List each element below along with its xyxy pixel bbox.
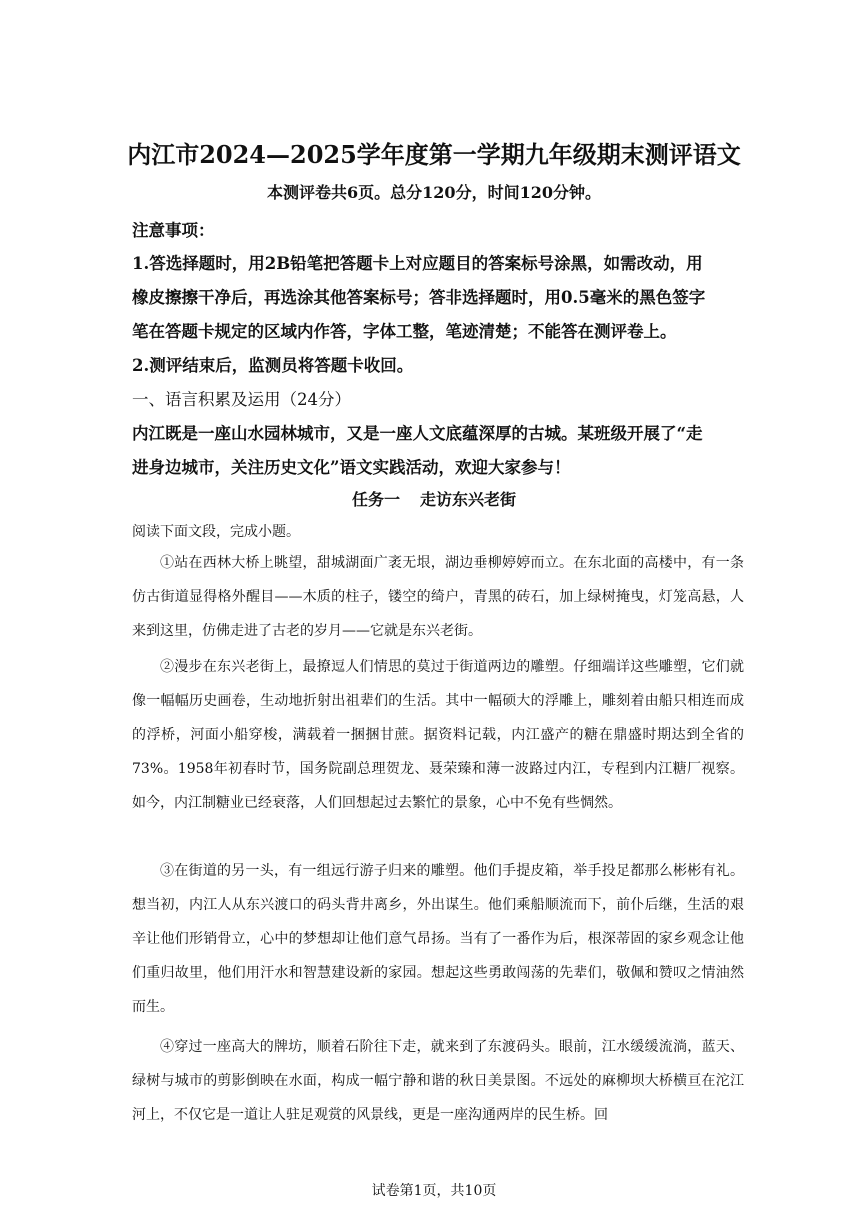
task-1-instruction: 阅读下面文段，完成小题。 bbox=[132, 524, 300, 540]
section-1-intro-line-1: 内江既是一座山水园林城市，又是一座人文底蕴深厚的古城。某班级开展了“走 bbox=[132, 424, 703, 443]
passage-paragraph-1: ①站在西林大桥上眺望，甜城湖面广袤无垠，湖边垂柳婷婷而立。在东北面的高楼中，有一条仿古街道显得格外醒目——木质的柱子，镂空的绮户，青黑的砖石，加上绿树掩曳，灯笼高悬，人来到这里，仿佛走进了古老的岁月——它就是东兴老街。 bbox=[132, 555, 744, 639]
notice-item-1-line-2: 橡皮擦擦干净后，再选涂其他答案标号；答非选择题时，用0.5毫米的黑色签字 bbox=[132, 288, 706, 307]
task-1-heading bbox=[0, 487, 868, 510]
passage-paragraph-3: ③在街道的另一头，有一组远行游子归来的雕塑。他们手提皮箱，举手投足都那么彬彬有礼。想当初，内江人从东兴渡口的码头背井离乡，外出谋生。他们乘船顺流而下，前仆后继，生活的艰辛让他们形销骨立，心中的梦想却让他们意气昂扬。当有了一番作为后，根深蒂固的家乡观念让他们重归故里，他们用汗水和智慧建设新的家园。想起这些勇敢闯荡的先辈们，敬佩和赞叹之情油然而生。 bbox=[132, 863, 744, 1015]
passage-paragraph-4: ④穿过一座高大的牌坊，顺着石阶往下走，就来到了东渡码头。眼前，江水缓缓流淌，蓝天、绿树与城市的剪影倒映在水面，构成一幅宁静和谐的秋日美景图。不远处的麻柳坝大桥横亘在沱江河上，不仅它是一道让人驻足观赏的风景线，更是一座沟通两岸的民生桥。回 bbox=[132, 1039, 744, 1123]
exam-subtitle: 本测评卷共6页。总分120分，时间120分钟。 bbox=[267, 183, 601, 202]
section-1-heading: 一、语言积累及运用（24分） bbox=[132, 390, 351, 409]
notice-item-1-line-3: 笔在答题卡规定的区域内作答，字体工整，笔迹清楚；不能答在测评卷上。 bbox=[132, 322, 677, 341]
section-1-intro-line-2: 进身边城市，关注历史文化”语文实践活动，欢迎大家参与！ bbox=[132, 458, 571, 477]
page-footer: 试卷第1页，共10页 bbox=[371, 1183, 497, 1199]
task-1-name: 走访东兴老街 bbox=[420, 490, 517, 509]
passage-paragraph-2: ②漫步在东兴老街上，最撩逗人们情思的莫过于街道两边的雕塑。仔细端详这些雕塑，它们就像一幅幅历史画卷，生动地折射出祖辈们的生活。其中一幅硕大的浮雕上，雕刻着由船只相连而成的浮桥，河面小船穿梭，满载着一捆捆甘蔗。据资料记载，内江盛产的糖在鼎盛时期达到全省的73%。1958年初春时节，国务院副总理贺龙、聂荣臻和薄一波路过内江，专程到内江糖厂视察。如今，内江制糖业已经衰落，人们回想起过去繁忙的景象，心中不免有些惆然。 bbox=[132, 659, 744, 811]
notice-item-2: 2.测评结束后，监测员将答题卡收回。 bbox=[132, 356, 414, 375]
task-1-label: 任务一 bbox=[351, 490, 400, 509]
notice-item-1-line-1: 1.答选择题时，用2B铅笔把答题卡上对应题目的答案标号涂黑，如需改动，用 bbox=[132, 254, 703, 273]
exam-title: 内江市2024—2025学年度第一学期九年级期末测评语文 bbox=[127, 140, 741, 169]
notice-heading: 注意事项： bbox=[132, 221, 215, 240]
